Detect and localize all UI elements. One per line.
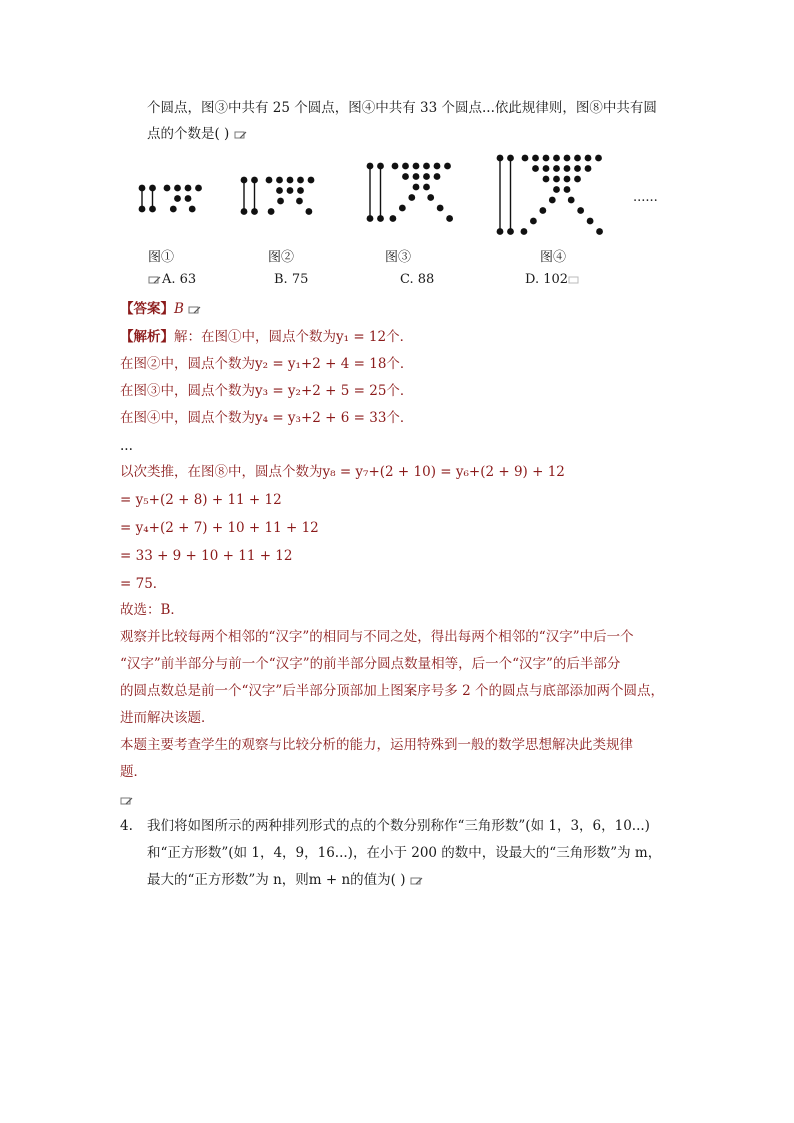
separator-icon-line — [120, 790, 134, 810]
fig4-dot — [585, 165, 592, 172]
fig4-dot — [553, 186, 560, 193]
edit-icon — [120, 796, 134, 806]
fig3-dot — [437, 205, 444, 212]
fig4-dot — [587, 218, 594, 225]
fig4-dot — [507, 155, 514, 162]
answer-line — [120, 299, 202, 319]
fig4-dot — [521, 228, 528, 235]
fig1-dot — [149, 206, 156, 213]
fig1-dot — [185, 195, 192, 202]
fig2-dot — [241, 177, 248, 184]
fig2-dot — [241, 208, 248, 215]
fig2-dot — [306, 208, 313, 215]
q3-stem-line2 — [147, 124, 248, 144]
choice-b: B. 75 — [274, 272, 309, 287]
fig3-dot — [434, 173, 441, 180]
q3-stem-line2-text: 点的个数是( ) — [147, 126, 230, 142]
analysis-line-9: = 75． — [120, 576, 167, 592]
answer-value: B — [174, 301, 184, 317]
fig3-dot — [402, 163, 409, 170]
fig2-dot — [297, 187, 304, 194]
fig4-dot — [553, 165, 560, 172]
choice-a-text: A. 63 — [162, 272, 197, 287]
figure-label-2: 图② — [268, 250, 295, 265]
choice-d-text: D. 102 — [525, 272, 569, 287]
fig2-dot — [276, 177, 283, 184]
edit-icon — [568, 275, 582, 285]
fig4-dot — [497, 228, 504, 235]
fig1-dot — [149, 185, 156, 192]
figure-label-3: 图③ — [385, 250, 412, 265]
fig4-dot — [596, 228, 603, 235]
fig4-dot — [564, 165, 571, 172]
fig2-dot — [251, 208, 258, 215]
fig4-dot — [564, 186, 571, 193]
fig2-dot — [296, 198, 303, 205]
fig3-dot — [402, 173, 409, 180]
edit-icon — [188, 305, 202, 315]
answer-tag: 【答案】 — [120, 301, 174, 317]
fig4-dot — [574, 176, 581, 183]
fig3-dot — [399, 205, 406, 212]
analysis-tag: 【解析】 — [120, 329, 174, 345]
fig3-dot — [413, 173, 420, 180]
fig4-dot — [553, 176, 560, 183]
analysis-line-3: 在图④中，圆点个数为y₄ = y₃+2 + 6 = 33个． — [120, 410, 414, 426]
fig2-dot — [276, 187, 283, 194]
q4-line-0: 我们将如图所示的两种排列形式的点的个数分别称作“三角形数”(如 1，3，6，10...) — [147, 818, 650, 834]
fig1-dot — [139, 206, 146, 213]
fig3-dot — [408, 194, 415, 201]
fig4-dot — [497, 155, 504, 162]
fig3-dot — [434, 163, 441, 170]
q4-line-2-text: 最大的“正方形数”为 n，则m + n的值为( ) — [147, 872, 406, 888]
analysis-line-8: = 33 + 9 + 10 + 11 + 12 — [120, 548, 293, 564]
fig4-dot — [543, 155, 550, 162]
fig1-dot — [139, 185, 146, 192]
q4-line-2 — [147, 870, 424, 890]
fig4-dot — [532, 165, 539, 172]
fig4-dot — [564, 176, 571, 183]
fig4-dot — [530, 218, 537, 225]
edit-icon — [148, 275, 162, 285]
fig3-dot — [377, 215, 384, 222]
analysis-line-5: 以次类推，在图⑧中，圆点个数为y₈ = y₇+(2 + 10) = y₆+(2 + 9) + 12 — [120, 464, 565, 480]
choice-d — [525, 272, 582, 288]
fig3-dot — [423, 173, 430, 180]
fig1-dot — [174, 185, 181, 192]
fig4-dot — [564, 155, 571, 162]
fig2-dot — [308, 177, 315, 184]
fig3-dot — [392, 163, 399, 170]
fig3-dot — [377, 163, 384, 170]
fig4-dot — [585, 155, 592, 162]
fig1-dot — [185, 185, 192, 192]
fig1-dot — [189, 206, 196, 213]
fig3-dot — [446, 215, 453, 222]
fig1-dot — [195, 185, 202, 192]
fig4-dot — [539, 207, 546, 214]
fig2-dot — [287, 187, 294, 194]
fig3-dot — [423, 163, 430, 170]
analysis-line-4: ... — [120, 438, 133, 454]
fig3-dot — [413, 184, 420, 191]
fig3-dot — [390, 215, 397, 222]
fig1-dot — [174, 195, 181, 202]
explanation-line-5: 题． — [120, 764, 147, 780]
fig4-dot — [543, 176, 550, 183]
fig2-dot — [287, 177, 294, 184]
fig2-dot — [297, 177, 304, 184]
fig2-dot — [277, 198, 284, 205]
fig3-dot — [367, 163, 374, 170]
explanation-line-2: 的圆点数总是前一个“汉字”后半部分顶部加上图案序号多 2 个的圆点与底部添加两个圆点， — [120, 683, 664, 699]
fig4-dot — [595, 155, 602, 162]
q3-stem-line1: 个圆点，图③中共有 25 个圆点，图④中共有 33 个圆点...依此规律则，图⑧中共有圆 — [147, 100, 657, 116]
fig4-dot — [574, 165, 581, 172]
figure-label-4: 图④ — [540, 250, 567, 265]
analysis-line-1: 在图②中，圆点个数为y₂ = y₁+2 + 4 = 18个． — [120, 356, 414, 372]
fig3-dot — [444, 163, 451, 170]
fig4-dot — [577, 207, 584, 214]
figure-label-1: 图① — [148, 250, 175, 265]
fig4-dot — [553, 155, 560, 162]
choice-c: C. 88 — [400, 272, 435, 287]
analysis-text-0: 解：在图①中，圆点个数为y₁ = 12个． — [174, 329, 414, 345]
fig1-dot — [164, 185, 171, 192]
explanation-line-0: 观察并比较每两个相邻的“汉字”的相同与不同之处，得出每两个相邻的“汉字”中后一个 — [120, 629, 634, 645]
fig2-dot — [266, 177, 273, 184]
analysis-line-2: 在图③中，圆点个数为y₃ = y₂+2 + 5 = 25个． — [120, 383, 414, 399]
fig1-dot — [170, 206, 177, 213]
analysis-line-10: 故选：B． — [120, 602, 184, 618]
explanation-line-1: “汉字”前半部分与前一个“汉字”的前半部分圆点数量相等，后一个“汉字”的后半部分 — [120, 656, 621, 672]
q4-line-1: 和“正方形数”(如 1，4，9，16...)，在小于 200 的数中，设最大的“三角形数”为 m， — [147, 845, 662, 861]
fig2-dot — [251, 177, 258, 184]
dot-pattern-figures — [120, 150, 680, 250]
edit-icon — [410, 876, 424, 886]
explanation-line-4: 本题主要考查学生的观察与比较分析的能力，运用特殊到一般的数学思想解决此类规律 — [120, 737, 633, 753]
q4-number: 4. — [120, 818, 133, 834]
explanation-line-3: 进而解决该题． — [120, 710, 215, 726]
fig4-dot — [568, 197, 575, 204]
fig4-dot — [522, 155, 529, 162]
fig4-dot — [574, 155, 581, 162]
fig2-dot — [268, 208, 275, 215]
fig3-dot — [423, 184, 430, 191]
fig4-dot — [549, 197, 556, 204]
fig3-dot — [413, 163, 420, 170]
analysis-line-6: = y₅+(2 + 8) + 11 + 12 — [120, 492, 282, 508]
figure-more-ellipsis: ...... — [633, 190, 658, 205]
analysis-line-7: = y₄+(2 + 7) + 10 + 11 + 12 — [120, 520, 319, 536]
fig3-dot — [427, 194, 434, 201]
fig4-dot — [532, 155, 539, 162]
choice-a — [148, 272, 196, 288]
analysis-line-0 — [120, 327, 413, 347]
edit-icon — [234, 130, 248, 140]
fig3-dot — [367, 215, 374, 222]
fig4-dot — [543, 165, 550, 172]
fig4-dot — [507, 228, 514, 235]
